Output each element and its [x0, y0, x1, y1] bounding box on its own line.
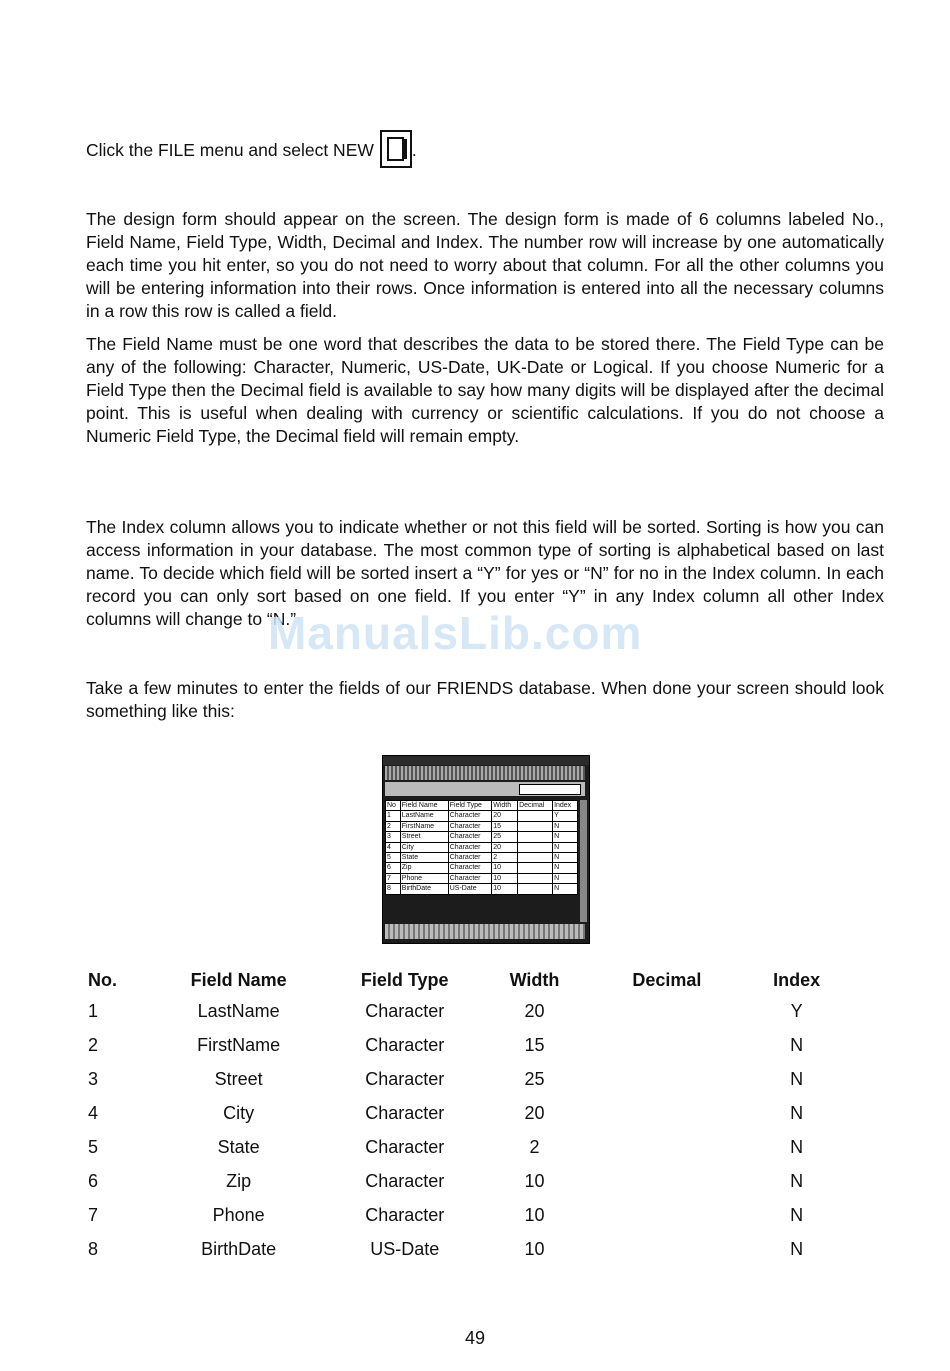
table-row: [86, 1232, 846, 1266]
table-cell: N: [553, 863, 578, 873]
table-cell: N: [553, 842, 578, 852]
table-cell: [586, 1232, 747, 1266]
table-cell: [518, 853, 553, 863]
table-cell: 20: [524, 1102, 545, 1123]
table-cell: State: [217, 1136, 260, 1157]
paragraph-index-column: The Index column allows you to indicate whether or not this field will be sorted. Sorting is how you can access information in your database. The most common type of sorting is alphabetical based on last name. To decide which field will be sorted insert a “Y” for yes or “N” for no in the Index column. In each record you can only sort based on one field. If you enter “Y” in any Index column all other Index columns will change to “N.”: [86, 517, 884, 629]
table-cell: FirstName: [400, 821, 448, 831]
table-cell: 25: [524, 1068, 545, 1089]
table-cell: 10: [492, 884, 518, 894]
table-cell: Character: [365, 1204, 445, 1225]
table-cell: 4: [386, 842, 401, 852]
table-row: [86, 1062, 846, 1096]
table-cell: [518, 884, 553, 894]
table-cell: 2: [386, 821, 401, 831]
field-list-table: [86, 966, 846, 1266]
table-cell: [518, 832, 553, 842]
screenshot-input-row: [385, 782, 585, 796]
design-form-screenshot: [382, 755, 590, 944]
column-header: Field Name: [400, 801, 448, 811]
table-cell: [518, 863, 553, 873]
table-cell: 4: [88, 1102, 99, 1123]
table-cell: Character: [365, 1000, 445, 1021]
table-cell: 8: [386, 884, 401, 894]
table-cell: Character: [448, 832, 491, 842]
table-cell: 8: [88, 1238, 99, 1259]
table-cell: Character: [448, 821, 491, 831]
table-cell: [586, 1130, 747, 1164]
table-cell: 1: [88, 1000, 99, 1021]
table-row: [86, 1198, 846, 1232]
screenshot-status-bar: [385, 924, 585, 939]
table-row: [86, 994, 846, 1028]
table-row: [386, 853, 578, 863]
table-cell: US-Date: [370, 1238, 440, 1259]
table-cell: 5: [88, 1136, 99, 1157]
watermark: ManualsLib.com: [268, 607, 643, 659]
table-cell: Street: [214, 1068, 263, 1089]
table-cell: BirthDate: [400, 884, 448, 894]
column-header: Decimal: [518, 801, 553, 811]
table-cell: 10: [524, 1170, 545, 1191]
screenshot-design-grid: [385, 800, 578, 895]
table-cell: 25: [492, 832, 518, 842]
table-cell: N: [790, 1170, 804, 1191]
screenshot-input-box: [519, 784, 581, 795]
table-cell: [586, 1164, 747, 1198]
table-cell: [586, 1028, 747, 1062]
column-header: No: [386, 801, 401, 811]
column-header: Index: [553, 801, 578, 811]
table-cell: Phone: [400, 873, 448, 883]
table-cell: [586, 1062, 747, 1096]
table-cell: [586, 994, 747, 1028]
table-cell: 2: [529, 1136, 540, 1157]
table-cell: Character: [448, 811, 491, 821]
column-header: Width: [509, 969, 560, 990]
table-cell: Street: [400, 832, 448, 842]
page-number: 49: [464, 1328, 486, 1348]
table-cell: Character: [365, 1136, 445, 1157]
table-cell: Zip: [226, 1170, 252, 1191]
table-cell: N: [790, 1136, 804, 1157]
table-cell: [586, 1198, 747, 1232]
table-cell: Zip: [400, 863, 448, 873]
table-cell: 10: [524, 1238, 545, 1259]
table-cell: 6: [88, 1170, 99, 1191]
table-cell: 15: [492, 821, 518, 831]
table-cell: 7: [386, 873, 401, 883]
table-row: [386, 821, 578, 831]
table-cell: 10: [524, 1204, 545, 1225]
column-header: Width: [492, 801, 518, 811]
column-header: Field Type: [360, 969, 449, 990]
table-cell: Character: [365, 1034, 445, 1055]
column-header: Decimal: [632, 969, 702, 990]
table-cell: N: [790, 1068, 804, 1089]
table-cell: 5: [386, 853, 401, 863]
table-cell: 3: [386, 832, 401, 842]
table-cell: 6: [386, 863, 401, 873]
table-cell: 7: [88, 1204, 99, 1225]
paragraph-friends-database: Take a few minutes to enter the fields of our FRIENDS database. When done your screen should look something like this:: [86, 678, 884, 721]
table-cell: City: [400, 842, 448, 852]
table-cell: [518, 842, 553, 852]
table-row: [386, 832, 578, 842]
table-cell: Character: [365, 1170, 445, 1191]
instruction-period: .: [411, 140, 417, 160]
table-cell: 2: [492, 853, 518, 863]
table-cell: Character: [448, 863, 491, 873]
table-cell: N: [790, 1204, 804, 1225]
table-cell: FirstName: [197, 1034, 281, 1055]
table-cell: [518, 873, 553, 883]
table-cell: N: [553, 832, 578, 842]
table-cell: Character: [448, 853, 491, 863]
screenshot-title-bar: [383, 756, 589, 765]
table-cell: LastName: [197, 1000, 280, 1021]
instruction-file-new: [86, 130, 884, 168]
table-cell: N: [553, 821, 578, 831]
table-cell: N: [790, 1102, 804, 1123]
table-cell: 2: [88, 1034, 99, 1055]
new-document-icon: [380, 130, 412, 168]
table-cell: 3: [88, 1068, 99, 1089]
table-cell: City: [223, 1102, 255, 1123]
screenshot-scrollbar: [580, 800, 587, 922]
table-cell: 20: [492, 811, 518, 821]
column-header: Index: [773, 969, 821, 990]
table-cell: [518, 811, 553, 821]
table-cell: N: [553, 873, 578, 883]
table-cell: State: [400, 853, 448, 863]
table-cell: Phone: [212, 1204, 265, 1225]
table-cell: 1: [386, 811, 401, 821]
table-cell: 10: [492, 873, 518, 883]
table-row: [386, 873, 578, 883]
table-cell: Character: [365, 1068, 445, 1089]
table-row: [86, 1096, 846, 1130]
table-cell: Y: [790, 1000, 803, 1021]
table-cell: N: [790, 1238, 804, 1259]
table-cell: US-Date: [448, 884, 491, 894]
screenshot-toolbar: [385, 766, 585, 780]
table-cell: N: [790, 1034, 804, 1055]
table-row: [386, 884, 578, 894]
table-row: [386, 811, 578, 821]
table-cell: N: [553, 853, 578, 863]
table-cell: Y: [553, 811, 578, 821]
instruction-text: Click the FILE menu and select NEW: [86, 140, 374, 160]
table-cell: 20: [524, 1000, 545, 1021]
table-cell: 20: [492, 842, 518, 852]
table-cell: N: [553, 884, 578, 894]
paragraph-field-name: The Field Name must be one word that describes the data to be stored there. The Field Type can be any of the following: Character, Numeric, US-Date, UK-Date or Logical. If you choose Numeric for a Field Type then the Decimal field is available to say how many digits will be displayed after the decimal point. This is useful when dealing with currency or scientific calculations. If you do not choose a Numeric Field Type, the Decimal field will remain empty.: [86, 334, 884, 446]
column-header: Field Type: [448, 801, 491, 811]
table-cell: Character: [448, 842, 491, 852]
table-cell: Character: [365, 1102, 445, 1123]
table-cell: BirthDate: [201, 1238, 277, 1259]
table-row: [86, 1130, 846, 1164]
column-header: No.: [88, 969, 117, 990]
table-row: [86, 1028, 846, 1062]
column-header: Field Name: [190, 969, 287, 990]
table-cell: LastName: [400, 811, 448, 821]
table-cell: [518, 821, 553, 831]
table-row: [386, 842, 578, 852]
table-cell: 10: [492, 863, 518, 873]
table-cell: Character: [448, 873, 491, 883]
table-cell: 15: [524, 1034, 545, 1055]
paragraph-design-form: The design form should appear on the screen. The design form is made of 6 columns labeled No., Field Name, Field Type, Width, Decimal and Index. The number row will increase by one automatically each time you hit enter, so you do not need to worry about that column. For all the other columns you will be entering information into their rows. Once information is entered into all the necessary columns in a row this row is called a field.: [86, 209, 884, 321]
table-row: [386, 863, 578, 873]
table-row: [86, 1164, 846, 1198]
table-cell: [586, 1096, 747, 1130]
